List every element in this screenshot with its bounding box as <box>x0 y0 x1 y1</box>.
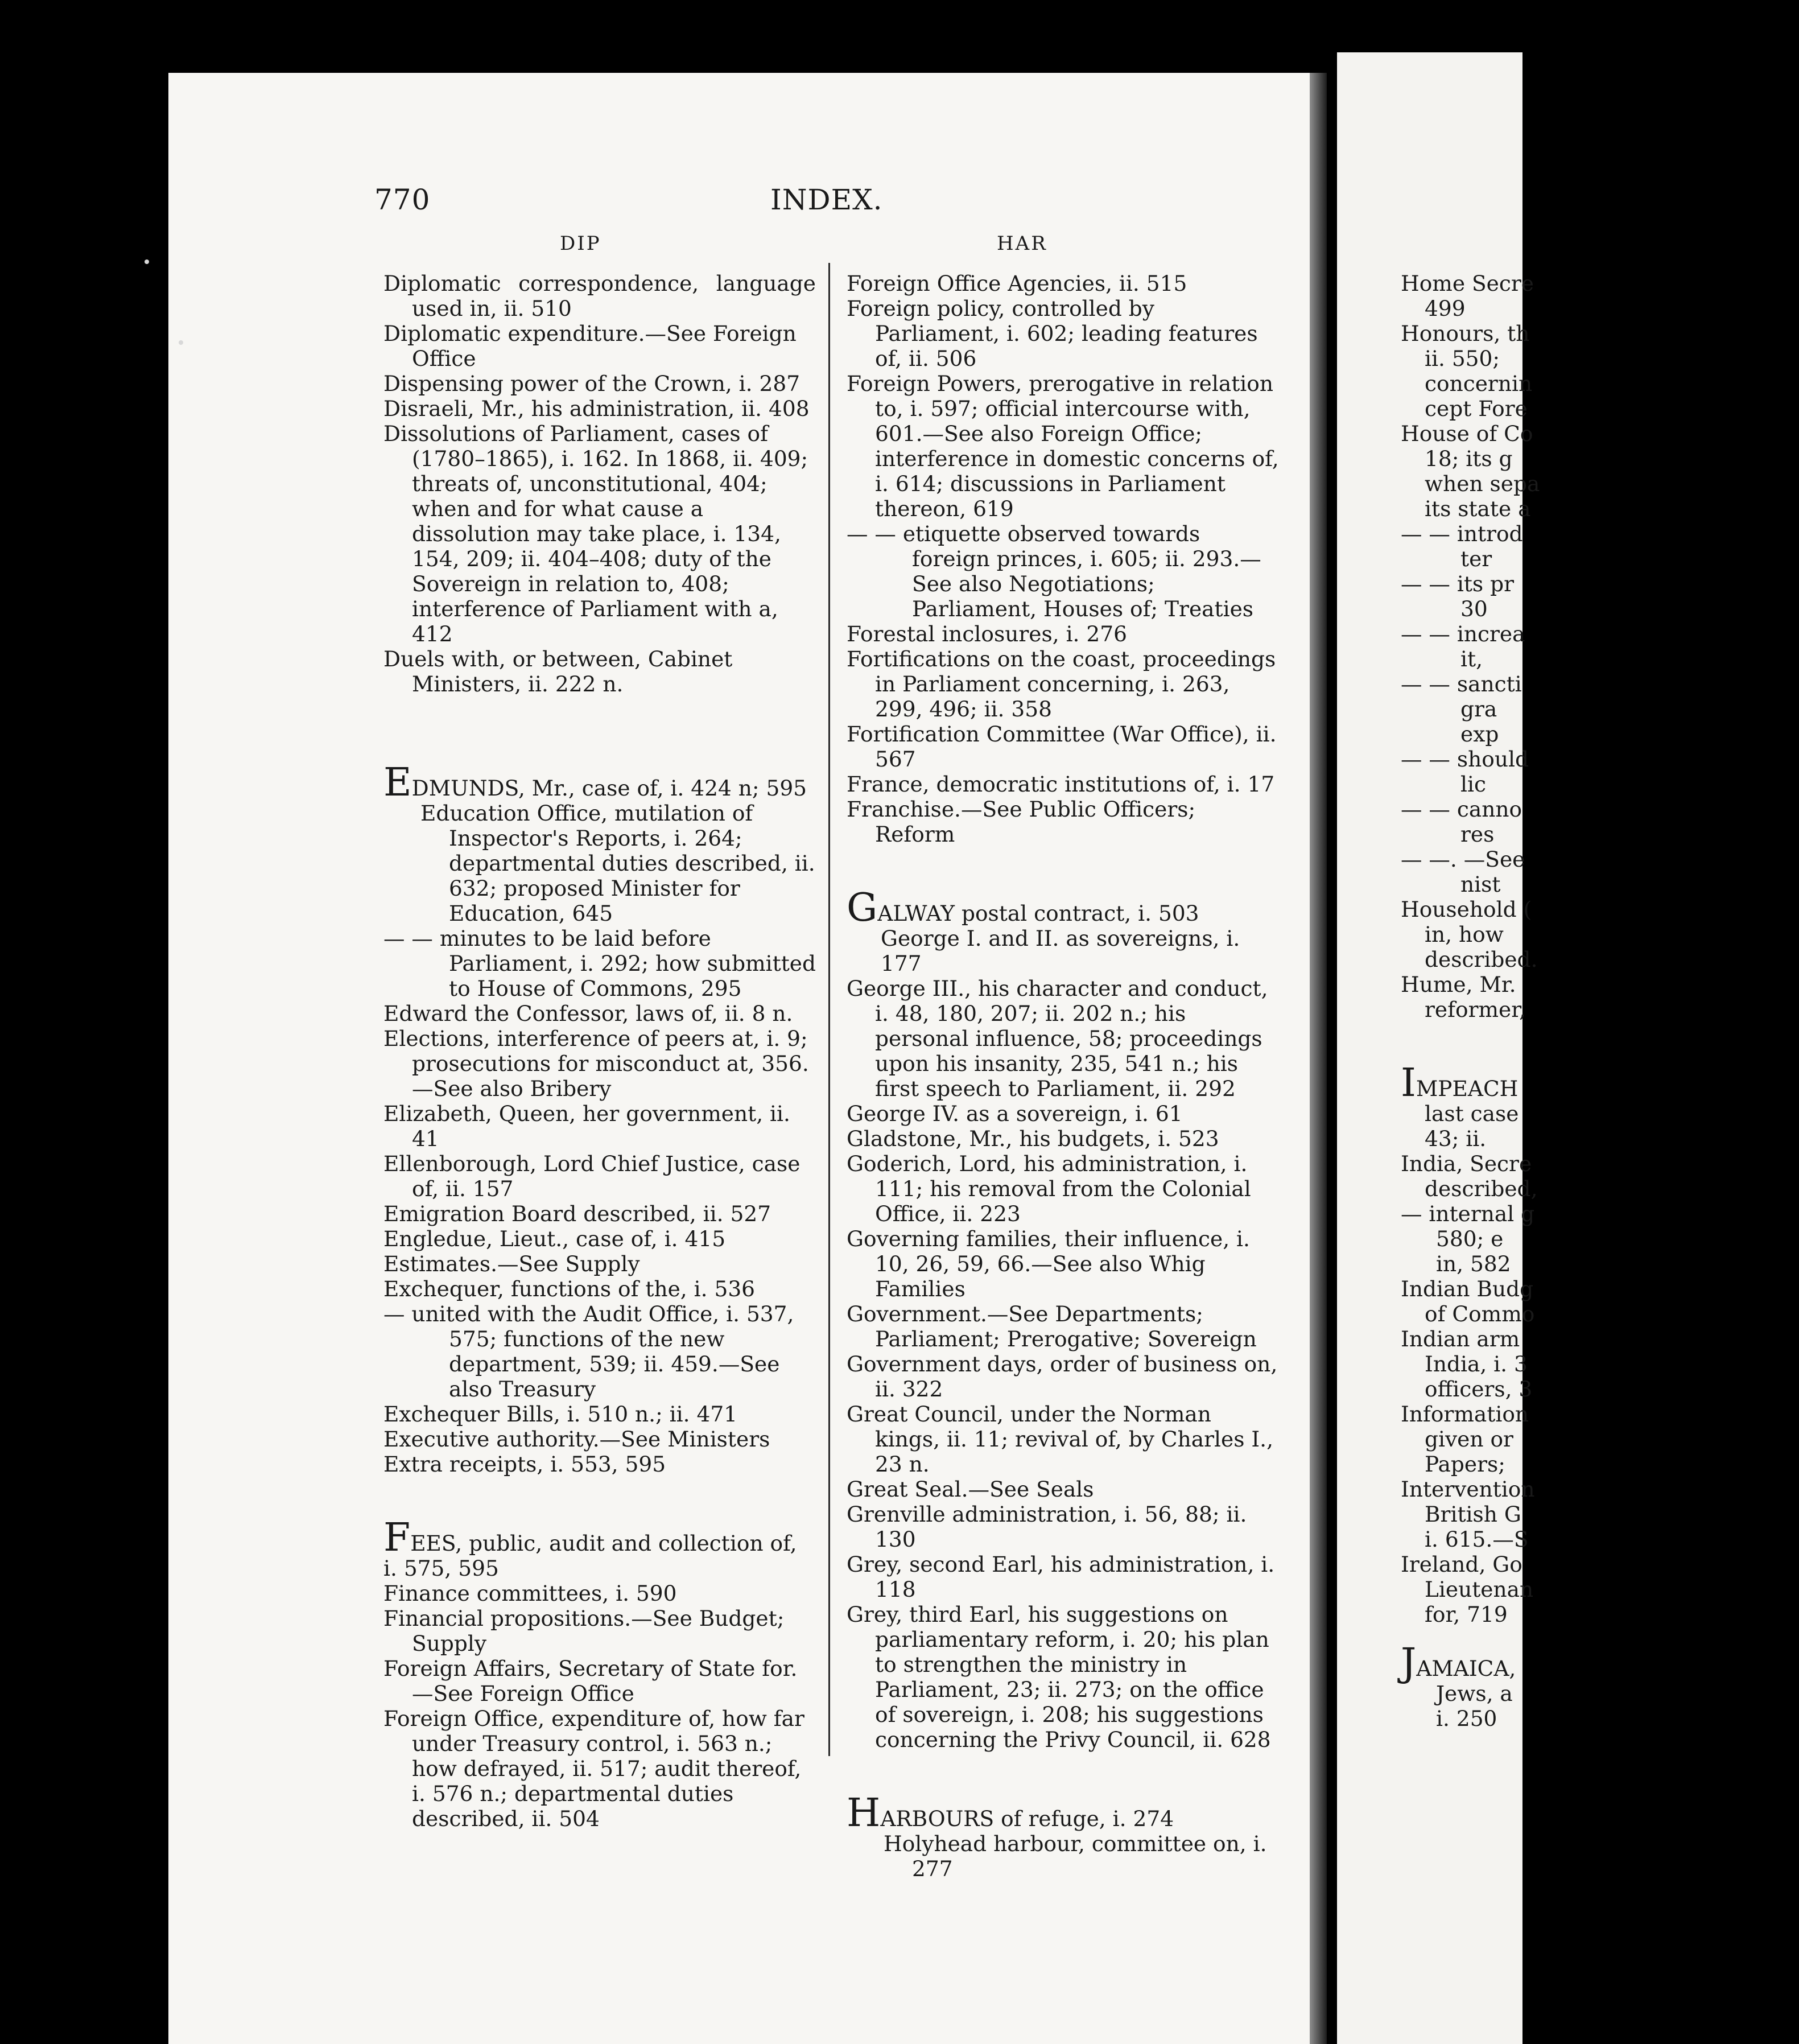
index-line: of Commo <box>1425 1301 1535 1326</box>
index-line: — — sancti <box>1401 671 1522 697</box>
index-line: gra <box>1460 697 1497 722</box>
index-entry: Elizabeth, Queen, her government, ii. 41 <box>383 1101 790 1151</box>
drop-initial: J <box>1401 1641 1417 1686</box>
column-divider <box>828 263 830 1756</box>
section-f <box>383 1515 816 1581</box>
index-entry: Franchise.—See Public Officers; Reform <box>847 797 1196 847</box>
index-entry: Great Council, under the Norman kings, ii. 11; revival of, by Charles I., 23 n. <box>847 1402 1274 1477</box>
index-line: ter <box>1460 546 1492 571</box>
index-line: British G <box>1425 1502 1521 1527</box>
index-entry: — united with the Audit Office, i. 537, 575; functions of the new department, 539; ii. 459.—See also Treasury <box>383 1301 794 1402</box>
scan-speck <box>179 340 183 345</box>
index-line: Indian Budg <box>1401 1276 1534 1301</box>
index-line: reformer, <box>1425 997 1526 1022</box>
index-entry: Estimates.—See Supply <box>383 1251 640 1276</box>
index-line: India, i. 3 <box>1425 1351 1528 1377</box>
index-line: i. 250 <box>1436 1706 1497 1731</box>
page-title: INDEX. <box>770 183 883 216</box>
index-entry: Fortifications on the coast, proceedings in Parliament concerning, i. 263, 299, 496; ii. 358 <box>847 646 1276 722</box>
index-entry: Foreign policy, controlled by Parliament, i. 602; leading features of, ii. 506 <box>847 296 1258 371</box>
index-line: 30 <box>1460 596 1488 621</box>
index-line: India, Secre <box>1401 1151 1532 1176</box>
index-line: exp <box>1460 722 1499 747</box>
index-entry: — — minutes to be laid before Parliament, i. 292; how submitted to House of Commons, 295 <box>383 926 816 1001</box>
index-entry: Exchequer, functions of the, i. 536 <box>383 1276 756 1301</box>
index-line: last case <box>1425 1101 1519 1126</box>
index-entry: Grenville administration, i. 56, 88; ii. 130 <box>847 1502 1247 1552</box>
scan-speck <box>145 259 149 264</box>
section-h <box>847 1791 1279 1881</box>
index-column-1 <box>383 271 816 1831</box>
index-entry: Foreign Office, expenditure of, how far under Treasury control, i. 563 n.; how defrayed, ii. 517; audit thereof, i. 576 n.; departmental duties described, ii. 504 <box>383 1706 804 1831</box>
index-entry: Edward the Confessor, laws of, ii. 8 n. <box>383 1001 793 1026</box>
index-line: in, how <box>1425 922 1504 947</box>
page-gutter-shadow <box>1310 73 1327 2044</box>
index-line: Hume, Mr. <box>1401 972 1516 997</box>
index-line: given or <box>1425 1427 1513 1452</box>
index-line: nist <box>1460 872 1501 897</box>
index-entry: Forestal inclosures, i. 276 <box>847 621 1127 646</box>
index-line: Household ( <box>1401 897 1532 922</box>
index-column-2 <box>847 271 1279 1881</box>
section-e <box>383 760 816 926</box>
index-entry: Foreign Powers, prerogative in relation to, i. 597; official intercourse with, 601.—See also Foreign Office; interference in domestic concerns of, i. 614; discussions in Parliament thereon, 619 <box>847 371 1279 521</box>
index-line: officers, 3 <box>1425 1377 1533 1402</box>
index-line: ii. 550; <box>1425 346 1500 371</box>
index-entry: Duels with, or between, Cabinet Ministers, ii. 222 n. <box>383 646 733 697</box>
index-line: — — should <box>1401 747 1529 772</box>
index-line: for, 719 <box>1425 1602 1508 1627</box>
index-entry: Great Seal.—See Seals <box>847 1477 1094 1502</box>
index-line: — — canno <box>1401 797 1522 822</box>
index-line: — — its pr <box>1401 571 1514 596</box>
drop-initial: H <box>847 1791 881 1836</box>
section-g <box>847 885 1279 976</box>
running-guide-left: DIP <box>560 232 601 255</box>
index-entry: EES, public, audit and collection of, i. 575, 595 <box>383 1531 797 1581</box>
index-entry: — — etiquette observed towards foreign princes, i. 605; ii. 293.—See also Negotiations; Parliament, Houses of; Treaties <box>847 521 1261 621</box>
index-column-3 <box>1401 271 1799 1731</box>
page-number: 770 <box>374 183 431 216</box>
index-line: — — increa <box>1401 621 1525 646</box>
index-line: 43; ii. <box>1425 1126 1487 1151</box>
index-line: 18; its g <box>1425 446 1513 471</box>
index-entry: Finance committees, i. 590 <box>383 1581 677 1606</box>
index-entry: Fortification Committee (War Office), ii. 567 <box>847 722 1277 772</box>
index-line: Honours, th <box>1401 321 1530 346</box>
index-line: Home Secre <box>1401 271 1534 296</box>
index-entry: Governing families, their influence, i. 10, 26, 59, 66.—See also Whig Families <box>847 1226 1250 1301</box>
index-entry: Foreign Affairs, Secretary of State for.—See Foreign Office <box>383 1656 798 1706</box>
index-line: Ireland, Go <box>1401 1552 1522 1577</box>
index-line: Information <box>1401 1402 1529 1427</box>
index-line: MPEACH <box>1416 1076 1519 1101</box>
index-line: 499 <box>1425 296 1466 321</box>
index-entry: Goderich, Lord, his administration, i. 111; his removal from the Colonial Office, ii. 223 <box>847 1151 1251 1226</box>
index-line: — internal g <box>1401 1201 1535 1226</box>
drop-initial: F <box>383 1515 411 1560</box>
index-line: lic <box>1460 772 1486 797</box>
index-line: Indian arm <box>1401 1326 1520 1351</box>
index-line: Papers; <box>1425 1452 1505 1477</box>
index-line: res <box>1460 822 1495 847</box>
index-line: cept Fore <box>1425 396 1528 421</box>
index-entry: Education Office, mutilation of Inspector's Reports, i. 264; departmental duties described, ii. 632; proposed Minister for Education, 645 <box>420 801 815 926</box>
index-line: it, <box>1460 646 1483 671</box>
index-line: described. <box>1425 947 1538 972</box>
index-entry: Foreign Office Agencies, ii. 515 <box>847 271 1187 296</box>
index-entry: Dissolutions of Parliament, cases of (1780–1865), i. 162. In 1868, ii. 409; threats of, unconstitutional, 404; when and for what cause a dissolution may take place, i. 134, 154, 209; ii. 404–408; duty of the Sovereign in relation to, 408; interference of Parliament with a, 412 <box>383 421 808 646</box>
index-entry: Extra receipts, i. 553, 595 <box>383 1452 666 1477</box>
index-line: House of Co <box>1401 421 1533 446</box>
index-entry: Executive authority.—See Ministers <box>383 1427 770 1452</box>
drop-initial: I <box>1401 1061 1416 1106</box>
index-entry: Diplomatic expenditure.—See Foreign Office <box>383 321 797 371</box>
index-entry: George III., his character and conduct, i. 48, 180, 207; ii. 202 n.; his personal influence, 58; proceedings upon his insanity, 235, 541 n.; his first speech to Parliament, ii. 292 <box>847 976 1268 1101</box>
index-entry: Exchequer Bills, i. 510 n.; ii. 471 <box>383 1402 738 1427</box>
index-entry: Financial propositions.—See Budget; Supply <box>383 1606 785 1656</box>
index-entry: ALWAY postal contract, i. 503 <box>877 901 1199 926</box>
index-entry: George I. and II. as sovereigns, i. 177 <box>881 926 1240 976</box>
index-line: its state a <box>1425 496 1531 521</box>
index-line: in, 582 <box>1436 1251 1511 1276</box>
index-entry: Elections, interference of peers at, i. 9; prosecutions for misconduct at, 356.—See also Bribery <box>383 1026 809 1101</box>
index-entry: Gladstone, Mr., his budgets, i. 523 <box>847 1126 1219 1151</box>
index-entry: Grey, third Earl, his suggestions on parliamentary reform, i. 20; his plan to strengthen the ministry in Parliament, 23; ii. 273; on the office of sovereign, i. 208; his suggestions concerning the Privy Council, ii. 628 <box>847 1602 1271 1752</box>
index-entry: Government days, order of business on, ii. 322 <box>847 1351 1278 1402</box>
index-line: — —. —See <box>1401 847 1525 872</box>
index-entry: Engledue, Lieut., case of, i. 415 <box>383 1226 726 1251</box>
index-line: — — introd <box>1401 521 1523 546</box>
index-line: i. 615.—S <box>1425 1527 1529 1552</box>
running-guide-right: HAR <box>997 232 1047 255</box>
index-line: Lieutenan <box>1425 1577 1534 1602</box>
index-entry: Government.—See Departments; Parliament; Prerogative; Sovereign <box>847 1301 1257 1351</box>
index-entry: ARBOURS of refuge, i. 274 <box>880 1806 1174 1831</box>
index-line: Jews, a <box>1436 1681 1513 1706</box>
index-entry: Grey, second Earl, his administration, i. 118 <box>847 1552 1275 1602</box>
index-entry: Dispensing power of the Crown, i. 287 <box>383 371 801 396</box>
index-line: when sepa <box>1425 471 1540 496</box>
drop-initial: G <box>847 885 878 930</box>
index-entry: France, democratic institutions of, i. 17 <box>847 772 1275 797</box>
index-line: concernin <box>1425 371 1533 396</box>
index-entry: DMUNDS, Mr., case of, i. 424 n; 595 <box>411 776 807 801</box>
index-entry: Emigration Board described, ii. 527 <box>383 1201 771 1226</box>
index-entry: Holyhead harbour, committee on, i. 277 <box>884 1831 1267 1881</box>
index-line: 580; e <box>1436 1226 1504 1251</box>
index-entry: Ellenborough, Lord Chief Justice, case of, ii. 157 <box>383 1151 801 1201</box>
index-entry: Disraeli, Mr., his administration, ii. 408 <box>383 396 810 421</box>
index-line: described, <box>1425 1176 1538 1201</box>
index-line: Intervention <box>1401 1477 1535 1502</box>
index-line: AMAICA, <box>1416 1656 1516 1681</box>
index-entry: Diplomatic correspondence, language used in, ii. 510 <box>383 271 816 321</box>
index-entry: George IV. as a sovereign, i. 61 <box>847 1101 1183 1126</box>
drop-initial: E <box>383 760 412 805</box>
